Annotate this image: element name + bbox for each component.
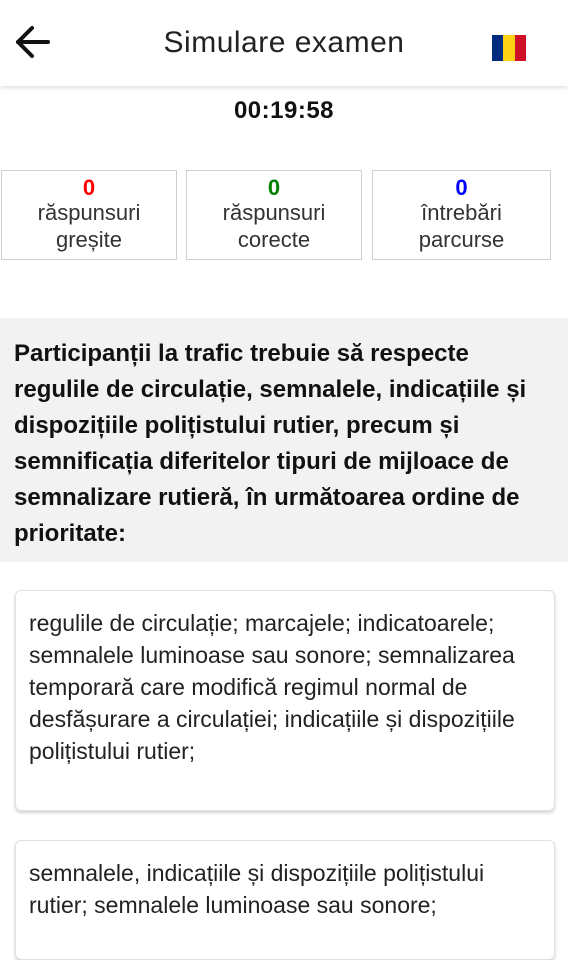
romania-flag-icon[interactable] xyxy=(492,35,526,61)
page-title: Simulare examen xyxy=(163,26,405,59)
correct-answers-count: 0 xyxy=(267,175,281,200)
stats-panel xyxy=(1,170,567,262)
answer-option-b[interactable] xyxy=(15,840,555,960)
question-text: Participanții la trafic trebuie să respecte regulile de circulație, semnalele, indicațiile și dispozițiile polițistului rutier, precum și semnificația diferitelor tipuri de mijloace de semnalizare rutieră, în următoarea ordine de prioritate: xyxy=(14,340,527,547)
flag-stripe-blue xyxy=(492,35,503,61)
wrong-answers-count: 0 xyxy=(82,175,96,200)
questions-covered-stat xyxy=(372,170,551,260)
stat-label-line1: răspunsuri xyxy=(222,200,326,225)
stat-label-line1: întrebări xyxy=(421,200,502,225)
answer-text: regulile de circulație; marcajele; indicatoarele; semnalele luminoase sau sonore; semnalizarea temporară care modifică regimul normal de desfășurare a circulației; indicațiile și dispozițiile polițistului rutier; xyxy=(29,610,515,764)
question-block xyxy=(0,318,568,562)
flag-stripe-yellow xyxy=(503,35,514,61)
answer-option-a[interactable] xyxy=(15,590,555,811)
answer-text: semnalele, indicațiile și dispozițiile polițistului rutier; semnalele luminoase sau sonore; xyxy=(29,860,485,918)
stat-label-line2: corecte xyxy=(237,227,311,252)
flag-stripe-red xyxy=(515,35,526,61)
stat-label-line2: greșite xyxy=(55,227,123,252)
correct-answers-stat xyxy=(186,170,362,260)
exam-timer: 00:19:58 xyxy=(233,97,335,124)
wrong-answers-stat xyxy=(1,170,177,260)
stat-label-line1: răspunsuri xyxy=(37,200,141,225)
stat-label-line2: parcurse xyxy=(418,227,505,252)
app-header xyxy=(0,0,568,86)
questions-covered-count: 0 xyxy=(455,175,468,200)
